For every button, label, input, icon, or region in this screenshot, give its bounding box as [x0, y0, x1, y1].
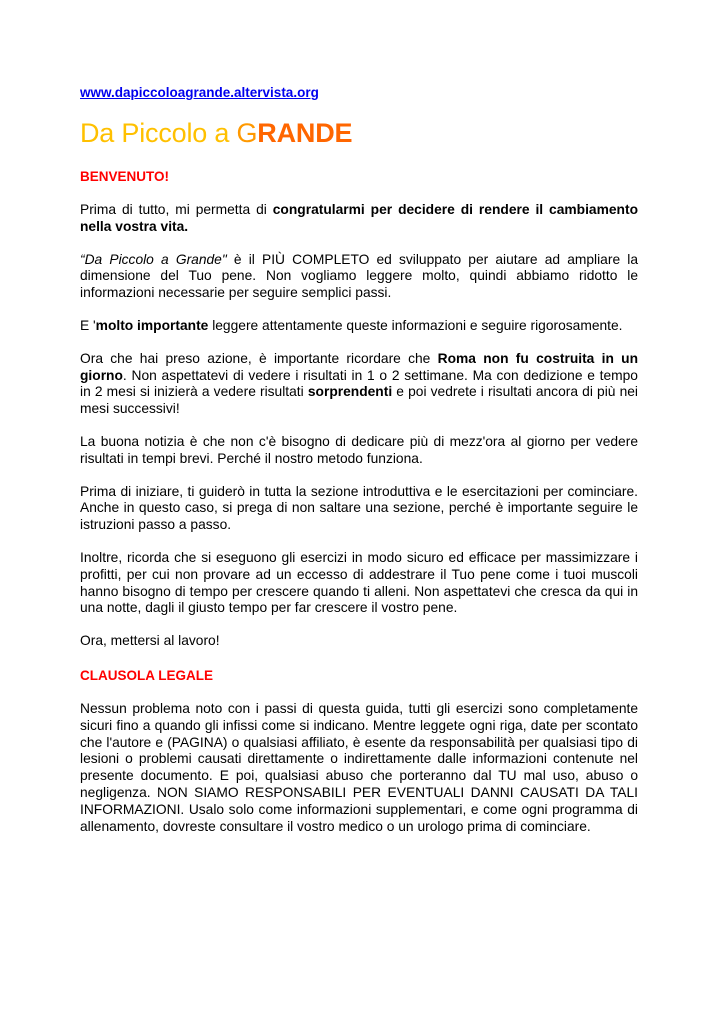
- text: E ': [80, 317, 96, 333]
- bold-text: molto importante: [95, 317, 209, 333]
- welcome-heading: BENVENUTO!: [80, 169, 170, 184]
- paragraph-get-to-work: Ora, mettersi al lavoro!: [80, 633, 220, 649]
- paragraph-before-start: Prima di iniziare, ti guiderò in tutta la sezione introduttiva e le esercitazioni per cominciare. Anche in questo caso, si prega di non saltare una sezione, perché è importante seguire le istruzioni passo a passo.: [80, 483, 638, 533]
- text: è il PIÙ COMPLETO ed sviluppato per aiutare ad ampliare la dimensione del Tuo pene. Non vogliamo leggere molto, quindi abbiamo ridotto le informazioni necessarie per seguire semplici passi.: [80, 251, 639, 301]
- text: e poi vedrete i risultati ancora di più nei mesi successivi!: [80, 384, 638, 417]
- paragraph-good-news: La buona notizia è che non c'è bisogno di dedicare più di mezz'ora al giorno per vedere risultati in tempi brevi. Perché il nostro metodo funziona.: [80, 433, 638, 466]
- text: Ora che hai preso azione, è importante ricordare che: [80, 350, 438, 366]
- page-title: [80, 116, 638, 150]
- legal-heading: CLAUSOLA LEGALE: [80, 667, 213, 683]
- paragraph-safety: Inoltre, ricorda che si eseguono gli esercizi in modo sicuro ed efficace per massimizzare i profitti, per cui non provare ad un eccesso di addestrare il Tuo pene come i tuoi muscoli hanno bisogno di tempo per crescere quando ti alleni. Non aspettatevi che cresca da qui in una notte, dagli il giusto tempo per far crescere il vostro pene.: [80, 549, 638, 616]
- paragraph-rome: [80, 351, 638, 418]
- text: Prima di tutto, mi permetta di: [80, 202, 273, 217]
- title-part-3: RANDE: [257, 118, 353, 148]
- italic-text: “Da Piccolo a Grande": [80, 251, 227, 267]
- paragraph-product: [80, 252, 638, 302]
- bold-text: Roma non fu costruita in un giorno: [80, 350, 639, 383]
- title-part-1: Da Piccolo a: [80, 118, 237, 148]
- bold-text: sorprendenti: [307, 384, 393, 400]
- paragraph-legal: Nessun problema noto con i passi di questa guida, tutti gli esercizi sono completamente sicuri fino a quando gli infissi come si indicano. Mentre leggete ogni riga, date per scontato che l'autore e (PAGINA) o qualsiasi affiliato, è esente da responsabilità per qualsiasi tipo di lesioni o problemi causati direttamente o indirettamente dalle informazioni contenute nel presente documento. E poi, qualsiasi abuso che porteranno dal TU mal uso, abuso o negligenza. NON SIAMO RESPONSABILI PER EVENTUALI DANNI CAUSATI DA TALI INFORMAZIONI. Usalo solo come informazioni supplementari, e come ogni programma di allenamento, dovreste consultare il vostro medico o un urologo prima di cominciare.: [80, 700, 638, 834]
- bold-text: congratularmi per decidere di rendere il cambiamento nella vostra vita.: [80, 202, 638, 234]
- document-page: [80, 84, 638, 835]
- site-link[interactable]: www.dapiccoloagrande.altervista.org: [80, 85, 319, 100]
- text: . Non aspettatevi di vedere i risultati in 1 o 2 settimane. Ma con dedizione e tempo in 2 mesi si inizierà a vedere risultati: [80, 367, 638, 400]
- title-part-2: G: [236, 118, 258, 148]
- text: leggere attentamente queste informazioni e seguire rigorosamente.: [208, 317, 623, 333]
- paragraph-intro: [80, 202, 638, 236]
- paragraph-important: [80, 318, 638, 335]
